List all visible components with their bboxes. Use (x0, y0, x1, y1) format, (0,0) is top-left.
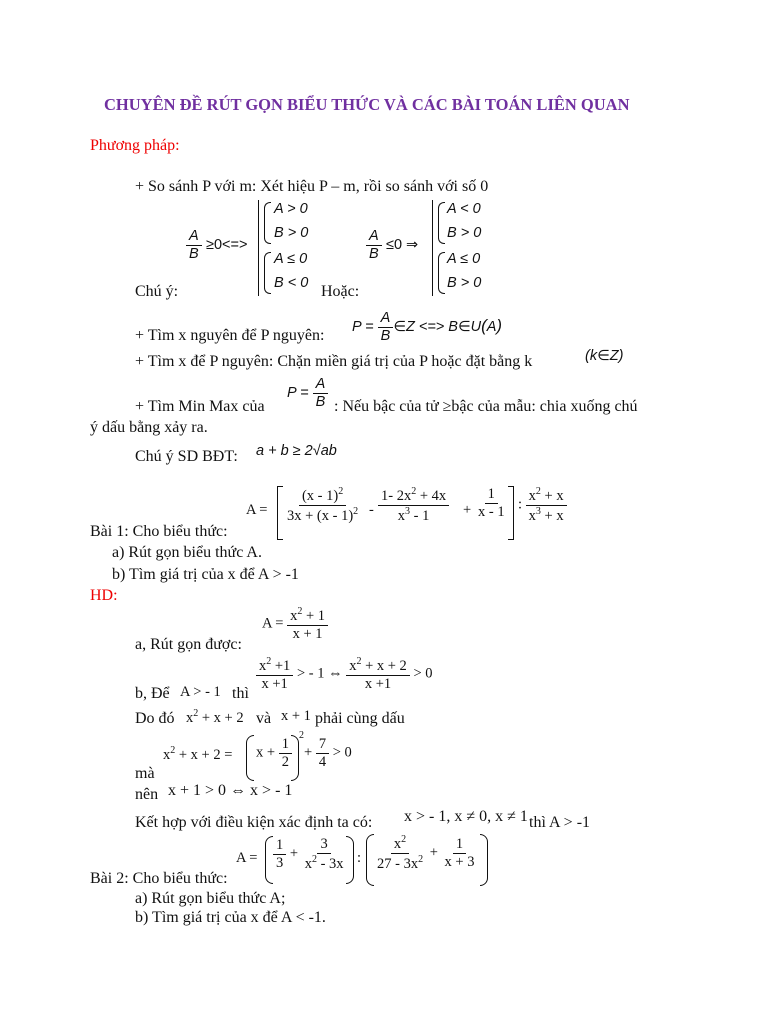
case-neg-sys-4: B > 0 (447, 275, 482, 291)
bai2-paren-right-2 (480, 834, 488, 886)
hd-ket-hop: Kết hợp với điều kiện xác định ta có: (135, 814, 373, 831)
case-neg-outer-bracket (432, 200, 433, 296)
case-pos-relation: ≥0<=> (206, 237, 248, 253)
bai1-term1: $\frac{(x - 1)^2}{3x + (x - 1)^2}$ (287, 486, 359, 524)
hd-b-thi: thì (232, 685, 249, 702)
hd-cung-dau: phải cùng dấu (315, 710, 405, 727)
hd-ket-luan: thì A > -1 (529, 814, 591, 831)
minmax-text: + Tìm Min Max của (135, 398, 265, 415)
method-heading: Phương pháp: (90, 137, 180, 154)
compare-line: + So sánh P với m: Xét hiệu P – m, rồi so sánh với số 0 (135, 178, 489, 195)
hd-b-cond: A > - 1 (180, 684, 221, 700)
bai1-bracket-right (508, 486, 514, 540)
find-int-formula: P = $\frac{A}{B}$ ∈Z <=> B∈U(A) (352, 310, 503, 344)
bai1-minus: - (369, 502, 374, 518)
case-neg-sys-3: A ≤ 0 (447, 251, 481, 267)
case-neg-brace-1 (438, 202, 445, 244)
hd-square-paren-right (291, 735, 299, 781)
case-pos-sys-2: B > 0 (274, 225, 309, 241)
case-pos-sys-3: A ≤ 0 (274, 251, 308, 267)
find-int-x-text: + Tìm x nguyên để P nguyên: (135, 327, 325, 344)
bai2-label: Bài 2: Cho biểu thức: (90, 870, 228, 887)
bdt-formula: a + b ≥ 2√ab (256, 443, 337, 459)
bai1-item-a: a) Rút gọn biểu thức A. (112, 544, 262, 561)
minmax-line2: ý dấu bằng xảy ra. (90, 419, 208, 436)
or-label: Hoặc: (321, 283, 360, 300)
case-pos-brace-2 (264, 252, 271, 294)
case-neg-sys-2: B > 0 (447, 225, 482, 241)
bai2-term2: $\frac{x^2}{27 - 3x^2}$ + $\frac{1}{x + 3}$ (377, 834, 475, 872)
hd-nen-formula: x + 1 > 0 ⇔ x > - 1 (168, 782, 293, 799)
bai1-term3: $\frac{1}{x - 1}$ (478, 486, 505, 520)
hd-square-paren-left (246, 735, 254, 781)
minmax-rule: : Nếu bậc của tử ≥bậc của mẫu: chia xuống chú (334, 398, 638, 415)
case-pos-brace-1 (264, 202, 271, 244)
bai2-paren-left-1 (265, 836, 273, 884)
hd-do-do-expr: $x^2 + x + 2$ (186, 708, 244, 726)
case-pos-sys-1: A > 0 (274, 201, 308, 217)
bai1-term2: $\frac{1- 2x^2 + 4x}{x^3 - 1}$ (378, 486, 449, 524)
bai1-item-b: b) Tìm giá trị của x để A > -1 (112, 566, 299, 583)
case-pos-sys-4: B < 0 (274, 275, 309, 291)
hd-square-rest: + $\frac{7}{4}$ > 0 (304, 736, 352, 770)
hd-square-inner: x + $\frac{1}{2}$ (256, 736, 292, 770)
hd-a-formula: A = $\frac{x^2 + 1}{x + 1}$ (262, 606, 328, 642)
note-label: Chú ý: (135, 283, 179, 300)
hd-ket-hop-formula: x > - 1, x ≠ 0, x ≠ 1 (404, 808, 528, 825)
hd-x1: x + 1 (281, 708, 311, 724)
case-neg-fraction: $\frac{A}{B}$ (366, 228, 382, 262)
bai2-a-eq: A = (236, 850, 258, 866)
case-neg-sys-1: A < 0 (447, 201, 481, 217)
case-neg-brace-2 (438, 252, 445, 294)
bai1-divisor: : $\frac{x^2 + x}{x^3 + x}$ (518, 486, 567, 524)
case-neg-relation: ≤0 ⇒ (386, 237, 419, 253)
hd-nen: nên (135, 786, 159, 803)
bai2-item-a: a) Rút gọn biểu thức A; (135, 890, 286, 907)
hd-b-text: b, Để (135, 685, 170, 702)
hd-b-ineq: $\frac{x^2 +1}{x +1}$ > - 1 ⇔ $\frac{x^2 + x + 2}{x +1}$ > 0 (256, 656, 433, 692)
bai2-paren-left-2 (366, 834, 374, 886)
page-title: CHUYÊN ĐỀ RÚT GỌN BIỂU THỨC VÀ CÁC BÀI TOÁN LIÊN QUAN (104, 95, 630, 114)
hd-do-do: Do đó (135, 710, 175, 727)
hd-a-text: a, Rút gọn được: (135, 636, 242, 653)
case-pos-fraction: $\frac{A}{B}$ (186, 228, 202, 262)
case-pos-outer-bracket (258, 200, 259, 296)
bai1-a-eq: A = (246, 502, 268, 518)
minmax-fraction: P = $\frac{A}{B}$ (287, 376, 328, 410)
bai1-plus: + (463, 502, 472, 518)
hd-square-exp: 2 (299, 730, 304, 741)
bai1-label: Bài 1: Cho biểu thức: (90, 523, 228, 540)
hd-va: và (256, 710, 272, 727)
bdt-label: Chú ý SD BĐT: (135, 448, 238, 465)
hd-label: HD: (90, 587, 118, 604)
bai2-item-b: b) Tìm giá trị của x để A < -1. (135, 909, 326, 926)
find-x-k: (k∈Z) (585, 348, 624, 364)
bai1-bracket-left (277, 486, 283, 540)
find-x-text: + Tìm x để P nguyên: Chặn miền giá trị của P hoặc đặt bằng k (135, 353, 533, 370)
bai2-paren-right-1 (346, 836, 354, 884)
bai2-term1: $\frac{1}{3}$ + $\frac{3}{x^2 - 3x}$ (273, 836, 347, 872)
hd-square-lhs: $x^2 + x + 2$ = (163, 745, 233, 763)
hd-ma: mà (135, 765, 155, 782)
bai2-colon: : (357, 850, 362, 866)
